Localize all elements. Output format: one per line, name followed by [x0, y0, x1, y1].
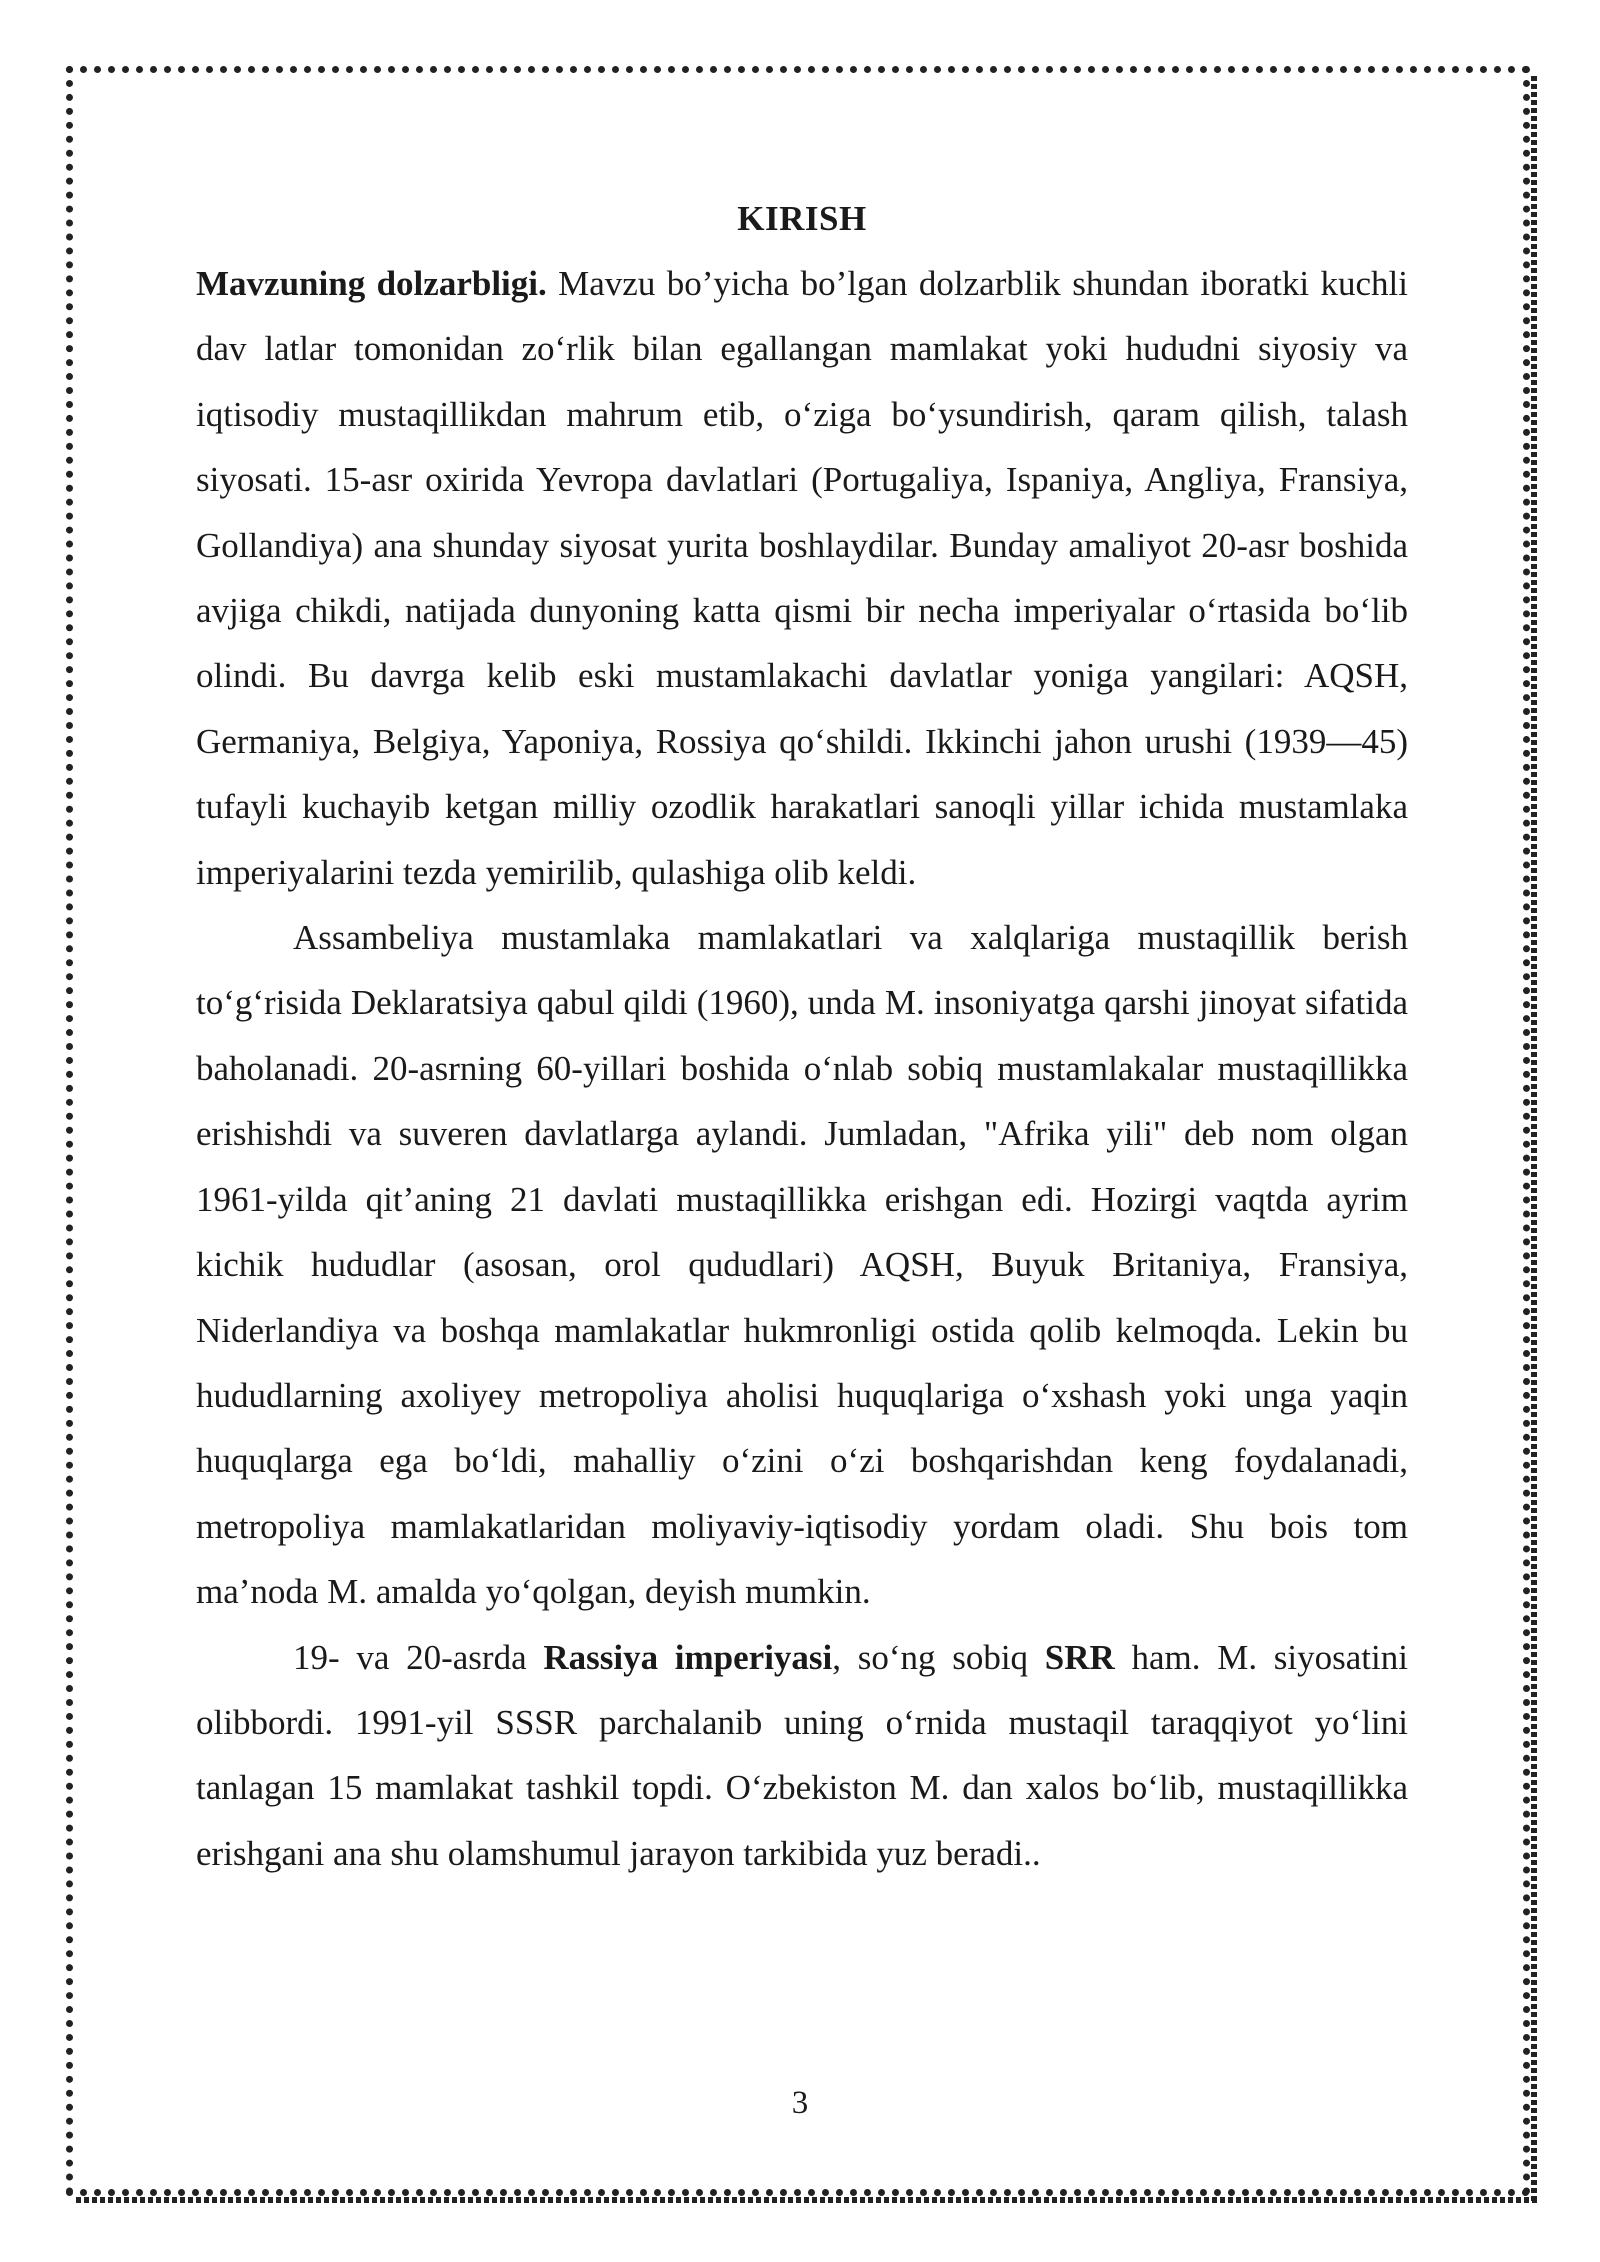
- section-heading: KIRISH: [737, 199, 867, 238]
- relevance-lead: Mavzuning dolzarbligi.: [196, 264, 547, 303]
- russian-empire-text-2: , so‘ng sobiq: [832, 1637, 1045, 1677]
- russian-empire-text-1: 19- va 20-asrda: [293, 1637, 544, 1677]
- paragraph-russian-empire: [196, 1625, 1408, 1887]
- document-body: [196, 186, 1408, 1886]
- relevance-text: Mavzu bo’yicha bo’lgan dolzarblik shundan iboratki kuchli dav latlar tomonidan zo‘rlik bilan egallangan mamlakat yoki hududni siyosiy va iqtisodiy mustaqillikdan mahrum etib, o‘ziga bo‘ysundirish, qaram qilish, talash siyosati. 15-asr oxirida Yevropa davlatlari (Portugaliya, Ispaniya, Angliya, Fransiya, Gollandiya) ana shunday siyosat yurita boshlaydilar. Bunday amaliyot 20-asr boshida avjiga chikdi, natijada dunyoning katta qismi bir necha imperiyalar o‘rtasida bo‘lib olindi. Bu davrga kelib eski mustamlakachi davlatlar yoniga yangilari: AQSH, Germaniya, Belgiya, Yaponiya, Rossiya qo‘shildi. Ikkinchi jahon urushi (1939—45) tufayli kuchayib ketgan milliy ozodlik harakatlari sanoqli yillar ichida mustamlaka imperiyalarini tezda yemirilib, qulashiga olib keldi.: [196, 264, 1409, 892]
- russian-empire-bold: Rassiya imperiyasi: [543, 1637, 833, 1677]
- assembly-text: Assambeliya mustamlaka mamlakatlari va xalqlariga mustaqillik berish to‘g‘risida Deklaratsiya qabul qildi (1960), unda M. insoniyatga qarshi jinoyat sifatida baholanadi. 20-asrning 60-yillari boshida o‘nlab sobiq mustamlakalar mustaqillikka erishishdi va suveren davlatlarga aylandi. Jumladan, "Afrika yili" deb nom olgan 1961-yilda qit’aning 21 davlati mustaqillikka erishgan edi. Hozirgi vaqtda ayrim kichik hududlar (asosan, orol qududlari) AQSH, Buyuk Britaniya, Fransiya, Niderlandiya va boshqa mamlakatlar hukmronligi ostida qolib kelmoqda. Lekin bu hududlarning axoliyey metropoliya aholisi huquqlariga o‘xshash yoki unga yaqin huquqlarga ega bo‘ldi, mahalliy o‘zini o‘zi boshqarishdan keng foydalanadi, metropoliya mamlakatlaridan moliyaviy-iqtisodiy yordam oladi. Shu bois tom ma’noda M. amalda yo‘qolgan, deyish mumkin.: [196, 918, 1408, 1612]
- paragraph-assembly: [196, 905, 1408, 1624]
- page-number: 3: [791, 2085, 809, 2121]
- russian-empire-text-3: ham. M. siyosatini olibbordi. 1991-yil SSSR parchalanib uning o‘rnida mustaqil taraqqiyot yo‘lini tanlagan 15 mamlakat tashkil topdi. O‘zbekiston M. dan xalos bo‘lib, mustaqillikka erishgani ana shu olamshumul jarayon tarkibida yuz beradi..: [196, 1637, 1408, 1873]
- srr-bold: SRR: [1044, 1637, 1115, 1677]
- paragraph-relevance: [196, 251, 1408, 905]
- page-border-shadow-bottom: [76, 2197, 1537, 2203]
- page-border-shadow-right: [1531, 76, 1537, 2202]
